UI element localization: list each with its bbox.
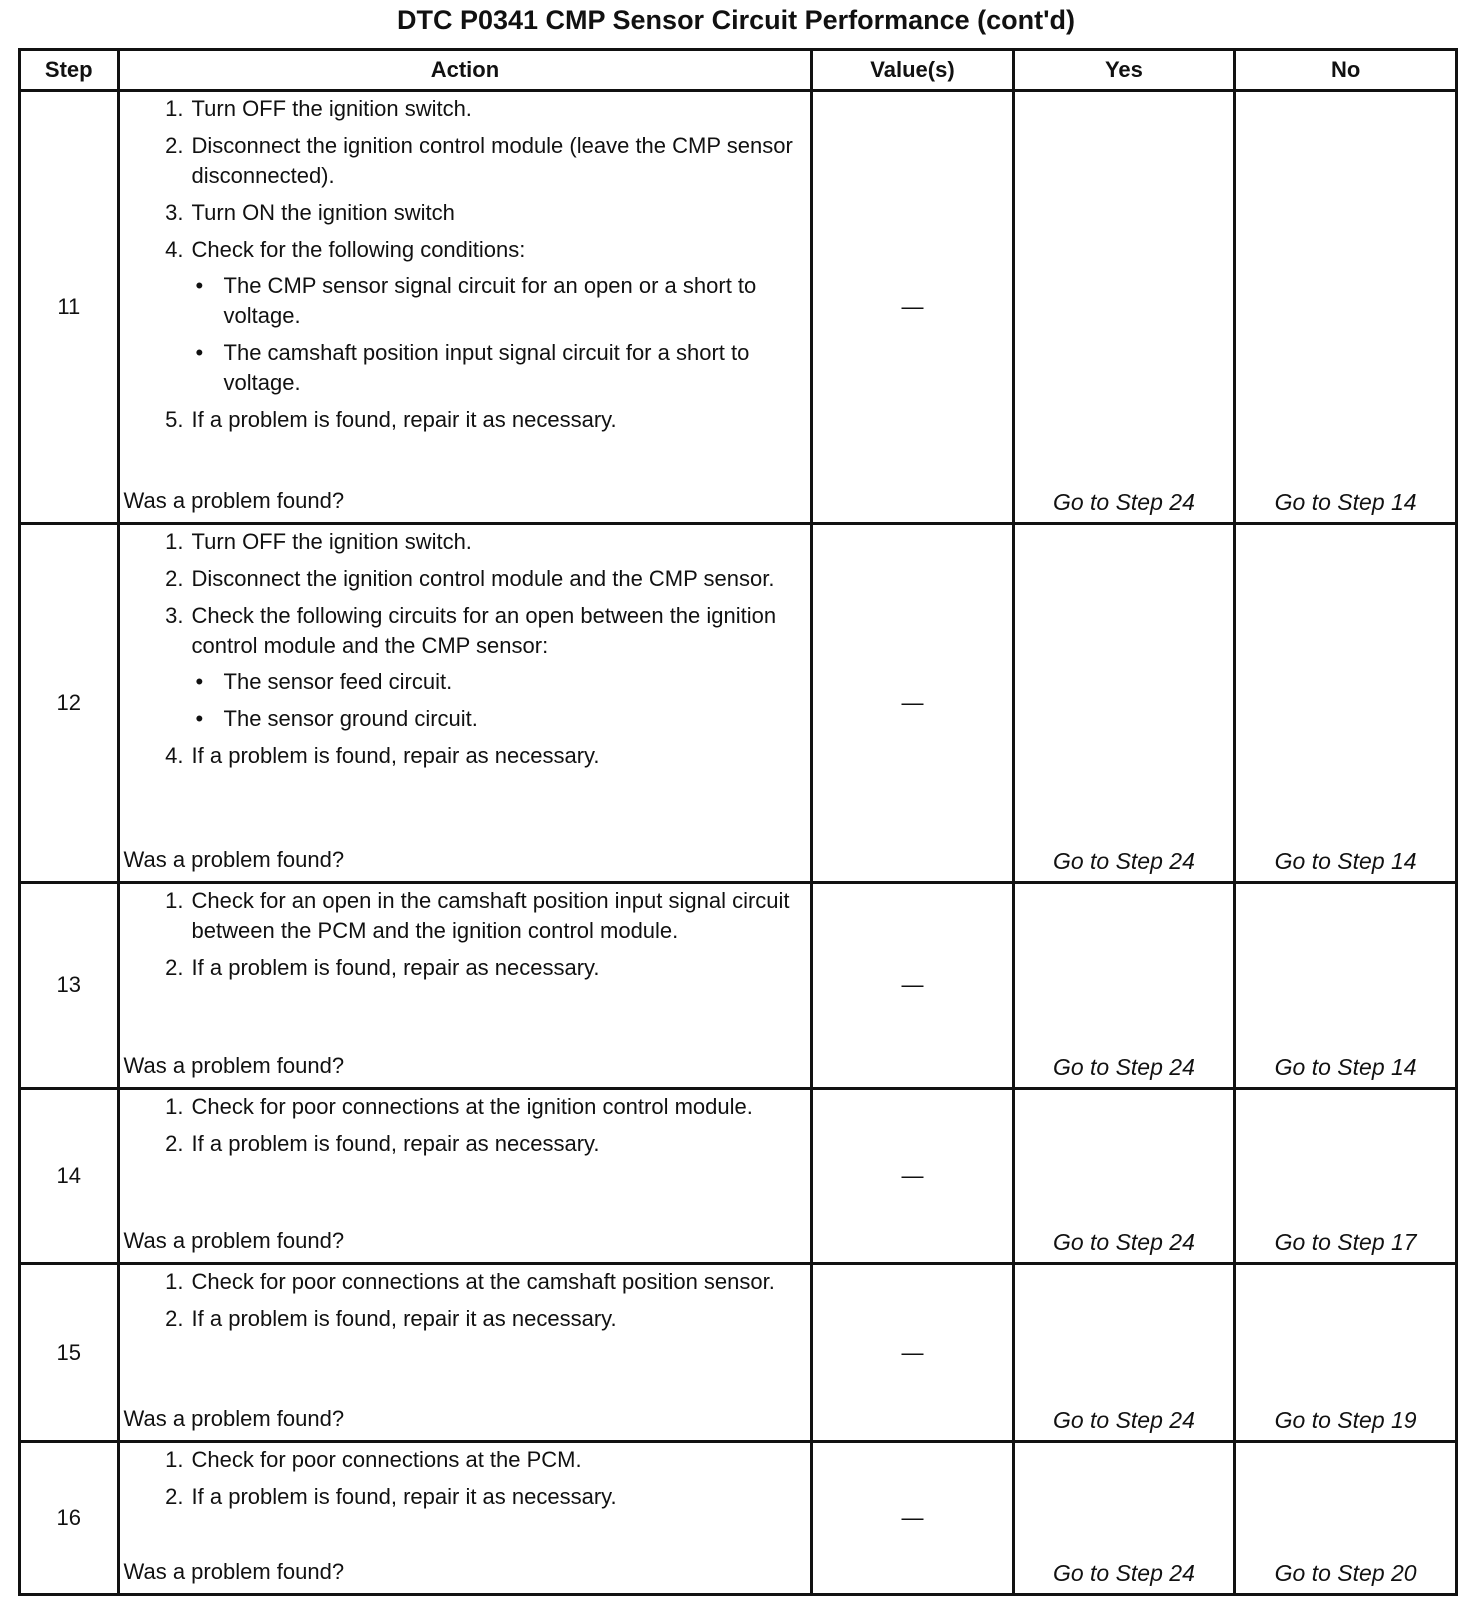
bullet-dot: • — [195, 273, 204, 298]
action-step — [124, 1482, 797, 1512]
no-cell: Go to Step 20 — [1235, 1441, 1457, 1594]
value-cell: — — [812, 91, 1013, 524]
action-step — [124, 886, 797, 946]
action-cell — [118, 91, 812, 524]
step-number: 12 — [20, 523, 119, 882]
action-step-text: Turn OFF the ignition switch. — [191, 96, 472, 121]
step-number: 16 — [20, 1441, 119, 1594]
action-step-text: Check for poor connections at the PCM. — [191, 1446, 582, 1472]
action-bullet-text: The sensor ground circuit. — [223, 705, 478, 731]
action-question: Was a problem found? — [123, 1228, 345, 1254]
bullet-dot: • — [195, 668, 204, 694]
header-no: No — [1235, 50, 1457, 91]
action-step-text: If a problem is found, repair as necessary. — [191, 742, 600, 768]
action-step-number: 2. — [165, 133, 184, 158]
no-cell: Go to Step 19 — [1235, 1264, 1457, 1442]
step-number: 11 — [20, 91, 119, 524]
action-step-number: 5. — [165, 407, 184, 432]
action-step — [124, 601, 797, 734]
action-step — [124, 1092, 797, 1122]
action-step-text: Check the following circuits for an open between the ignition control module and the CMP sensor: — [191, 602, 777, 658]
action-step-text: If a problem is found, repair it as necessary. — [191, 1483, 617, 1509]
value-cell: — — [812, 523, 1013, 882]
action-step — [124, 131, 797, 191]
action-step-text: Disconnect the ignition control module and the CMP sensor. — [191, 565, 775, 591]
action-content — [124, 94, 797, 516]
value-cell: — — [812, 882, 1013, 1088]
action-step-number: 1. — [165, 1269, 184, 1295]
no-cell: Go to Step 14 — [1235, 91, 1457, 524]
action-step-number: 4. — [165, 237, 184, 262]
yes-cell: Go to Step 24 — [1013, 882, 1235, 1088]
action-content — [124, 886, 797, 1081]
action-step — [124, 94, 797, 124]
action-step-number: 2. — [165, 1130, 184, 1156]
action-cell — [118, 523, 812, 882]
action-bullet — [192, 338, 797, 398]
value-cell: — — [812, 1088, 1013, 1264]
action-step — [124, 1445, 797, 1475]
action-step — [124, 198, 797, 228]
table-row — [20, 91, 1457, 524]
no-cell: Go to Step 14 — [1235, 882, 1457, 1088]
table-row — [20, 1441, 1457, 1594]
action-step-number: 2. — [165, 1483, 184, 1509]
action-question: Was a problem found? — [123, 846, 345, 872]
step-number: 13 — [20, 882, 119, 1088]
bullet-dot: • — [195, 340, 204, 365]
action-steps — [124, 886, 797, 990]
action-step — [124, 1304, 797, 1334]
action-question: Was a problem found? — [123, 1052, 345, 1078]
header-values: Value(s) — [812, 50, 1013, 91]
action-bullet-text: The sensor feed circuit. — [223, 668, 453, 694]
action-steps — [124, 1267, 797, 1341]
action-step-text: If a problem is found, repair it as necessary. — [191, 407, 617, 432]
action-step-text: Turn OFF the ignition switch. — [191, 528, 472, 554]
action-step-text: If a problem is found, repair as necessary. — [191, 1130, 600, 1156]
action-step-text: Disconnect the ignition control module (leave the CMP sensor disconnected). — [191, 133, 793, 188]
no-cell: Go to Step 14 — [1235, 523, 1457, 882]
action-step — [124, 527, 797, 557]
page-title: DTC P0341 CMP Sensor Circuit Performance (cont'd) — [396, 5, 1076, 35]
yes-cell: Go to Step 24 — [1013, 91, 1235, 524]
action-bullet — [192, 271, 797, 331]
action-bullets — [192, 667, 797, 734]
action-bullet-text: The CMP sensor signal circuit for an open or a short to voltage. — [223, 273, 757, 328]
action-step-text: Turn ON the ignition switch — [191, 200, 455, 225]
action-step-number: 2. — [165, 1306, 184, 1332]
header-yes: Yes — [1013, 50, 1235, 91]
action-steps — [124, 527, 797, 778]
action-bullet-text: The camshaft position input signal circuit for a short to voltage. — [223, 340, 750, 395]
action-step-number: 4. — [165, 742, 184, 768]
action-step-text: Check for poor connections at the ignition control module. — [191, 1093, 753, 1119]
step-number: 15 — [20, 1264, 119, 1442]
table-row — [20, 1088, 1457, 1264]
no-cell: Go to Step 17 — [1235, 1088, 1457, 1264]
action-steps — [124, 1092, 797, 1166]
action-step — [124, 953, 797, 983]
action-step — [124, 1129, 797, 1159]
yes-cell: Go to Step 24 — [1013, 1088, 1235, 1264]
action-step — [124, 235, 797, 398]
action-content — [124, 1445, 797, 1587]
action-step-text: If a problem is found, repair as necessary. — [191, 954, 600, 980]
action-step-number: 2. — [165, 954, 184, 980]
diagnostic-table — [18, 48, 1458, 1596]
table-row — [20, 1264, 1457, 1442]
table-body — [20, 91, 1457, 1595]
action-step-text: Check for poor connections at the camshaft position sensor. — [191, 1269, 775, 1295]
action-step-number: 3. — [165, 602, 184, 628]
table-row — [20, 882, 1457, 1088]
action-content — [124, 1267, 797, 1434]
value-cell: — — [812, 1441, 1013, 1594]
action-cell — [118, 1088, 812, 1264]
action-question: Was a problem found? — [123, 1559, 345, 1584]
table-row — [20, 523, 1457, 882]
action-step-number: 3. — [165, 200, 184, 225]
action-step-number: 1. — [165, 887, 184, 913]
action-step-number: 1. — [165, 528, 184, 554]
yes-cell: Go to Step 24 — [1013, 523, 1235, 882]
action-bullet — [192, 704, 797, 734]
action-step-number: 1. — [165, 1093, 184, 1119]
action-step — [124, 741, 797, 771]
action-step-text: If a problem is found, repair it as necessary. — [191, 1306, 617, 1332]
action-cell — [118, 882, 812, 1088]
action-step-number: 2. — [165, 565, 184, 591]
action-content — [124, 1092, 797, 1257]
action-bullets — [192, 271, 797, 398]
action-bullet — [192, 667, 797, 697]
action-step — [124, 405, 797, 435]
bullet-dot: • — [195, 705, 204, 731]
yes-cell: Go to Step 24 — [1013, 1264, 1235, 1442]
action-step-number: 1. — [165, 96, 184, 121]
step-number: 14 — [20, 1088, 119, 1264]
action-steps — [124, 1445, 797, 1519]
action-step — [124, 1267, 797, 1297]
value-cell: — — [812, 1264, 1013, 1442]
header-row — [20, 50, 1457, 91]
action-content — [124, 527, 797, 875]
action-cell — [118, 1264, 812, 1442]
action-step-text: Check for an open in the camshaft position input signal circuit between the PCM and the ignition control module. — [191, 887, 790, 943]
header-action: Action — [118, 50, 812, 91]
action-question: Was a problem found? — [123, 487, 345, 513]
action-question: Was a problem found? — [123, 1405, 345, 1431]
header-step: Step — [20, 50, 119, 91]
action-steps — [124, 94, 797, 442]
yes-cell: Go to Step 24 — [1013, 1441, 1235, 1594]
action-step-number: 1. — [165, 1446, 184, 1472]
action-step — [124, 564, 797, 594]
action-cell — [118, 1441, 812, 1594]
action-step-text: Check for the following conditions: — [191, 237, 526, 262]
